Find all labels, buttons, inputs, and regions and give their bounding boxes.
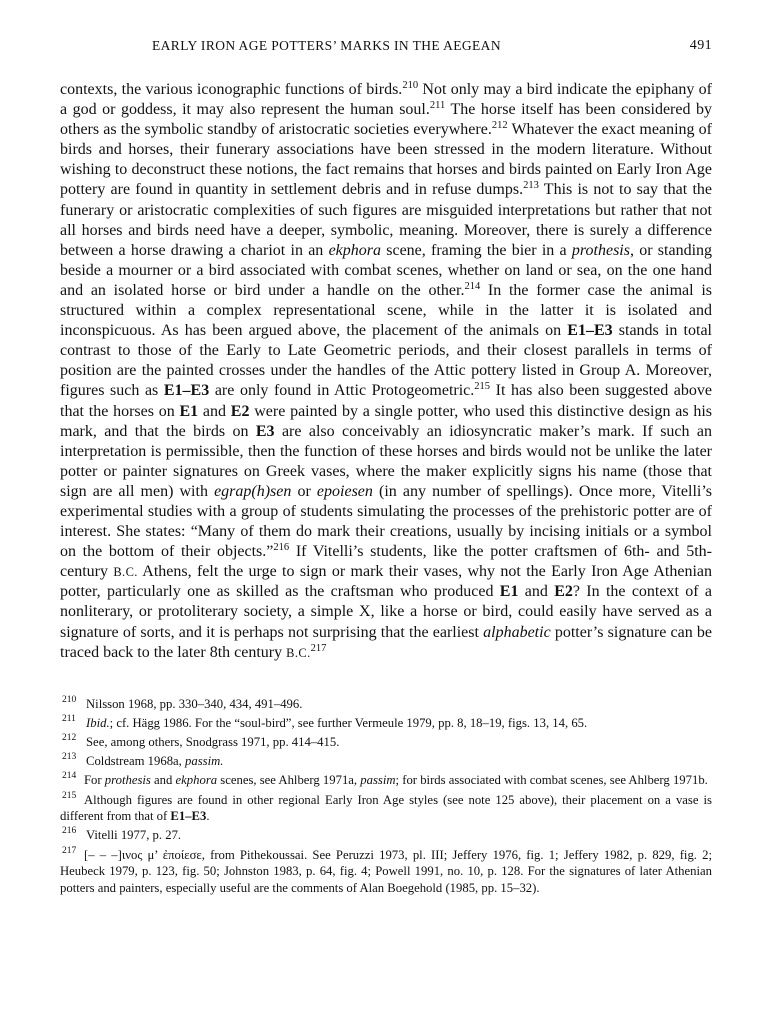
footnote-211 [60, 715, 712, 732]
footnote-text-run: scenes, see Ahlberg 1971a, [217, 773, 361, 788]
footnote-text [86, 734, 712, 751]
body-text-run: ? In the context of a nonliterary, or protoliterary society, a simple X, like a horse or bird, could easily have served as a signature of sorts, and it is perhaps not surprising that the earliest [60, 583, 712, 641]
footnote-text-run: For [84, 773, 105, 788]
body-text-run: The horse itself has been considered by others as the symbolic standby of aristocratic societies everywhere. [60, 101, 713, 139]
body-text-run: stands in total contrast to those of the Early to Late Geometric periods, and their closest parallels in terms of position are the painted crosses under the handles of the Attic pottery listed in Group A. Moreover, figures such as [60, 322, 712, 400]
footnote-text-run: ; for birds associated with combat scenes, see Ahlberg 1971b. [395, 773, 708, 788]
small-caps-era: B.C. [113, 565, 138, 580]
body-paragraph [60, 80, 712, 663]
footnote-text-run: [– – –]ινος μ’ ἐποίεσε, from Pithekoussai. See Peruzzi 1973, pl. III; Jeffery 1976, fig. 1; Jeffery 1982, p. 829, fig. 2; Heubeck 1979, p. 123, fig. 50; Johnston 1983, p. 64, fig. 4; Powell 1991, no. 10, p. 128. For the signatures of later Athenian potters and painters, especially useful are the comments of Alan Boegehold (1985, pp. 15–32). [60, 847, 712, 895]
running-title: EARLY IRON AGE POTTERS’ MARKS IN THE AEGEAN [152, 38, 501, 53]
footnote-210 [60, 696, 712, 713]
footnote-217 [60, 847, 712, 897]
body-text-run: potter’s signature can be traced back to the later 8th century [60, 623, 712, 661]
body-text-run: are also conceivably an idiosyncratic maker’s mark. If such an interpretation is permissible, then the function of these horses and birds would not be unlike the later potter or painter signatures on Greek vases, where the maker explicitly signs his name (those that sign are all men) with [60, 422, 713, 500]
italic-term: Ibid. [86, 715, 110, 730]
body-text-run: Not only may a bird indicate the epiphany of a god or goddess, it may also represent the human soul. [60, 81, 713, 119]
vessel-ref: E1 [179, 402, 199, 420]
vessel-ref: E3 [255, 422, 275, 440]
footnote-ref-214[interactable]: 214 [464, 280, 481, 292]
italic-term: alphabetic [483, 623, 551, 641]
body-text-run: It has also been suggested above that the horses on [60, 382, 712, 420]
footnote-ref-216[interactable]: 216 [273, 542, 290, 554]
body-text-run: In the former case the animal is structured within a complex representational scene, while in the latter it is isolated and inconspicuous. As has been argued above, the placement of the animals on [60, 281, 712, 340]
body-text-run: or [291, 482, 317, 500]
footnote-ref-211[interactable]: 211 [429, 100, 446, 112]
footnote-number: 210 [62, 694, 77, 705]
body-text-run: are only found in Attic Protogeometric. [209, 382, 475, 400]
vessel-ref: E2 [554, 583, 573, 601]
footnote-text-run: See, among others, Snodgrass 1971, pp. 414–415. [86, 735, 340, 750]
footnote-213 [60, 753, 712, 770]
body-text-run: This is not to say that the funerary or aristocratic complexities of such figures are misguided interpretations but rather that not all horses and birds need have a deeper, symbolic, meaning. Moreover, there is surely a difference between a horse drawing a chariot in an [60, 181, 712, 259]
footnote-ref-215[interactable]: 215 [474, 381, 491, 393]
footnote-ref-212[interactable]: 212 [491, 120, 508, 132]
footnote-number: 213 [62, 752, 77, 763]
body-text-run: , or standing beside a mourner or a bird associated with combat scenes, whether on land or sea, on the one hand and an isolated horse or bird under a handle on the other. [60, 241, 713, 299]
vessel-ref: E1 [499, 583, 519, 601]
italic-term: ekphora [328, 241, 381, 259]
vessel-ref: E1–E3 [170, 809, 207, 824]
italic-term: passim [360, 773, 396, 788]
small-caps-era: B.C. [286, 645, 311, 660]
page-number: 491 [689, 38, 712, 53]
page [60, 38, 712, 899]
footnote-number: 211 [62, 713, 76, 724]
footnote-number: 217 [62, 845, 77, 856]
footnote-212 [60, 734, 712, 751]
vessel-ref: E1–E3 [163, 382, 210, 400]
footnote-215 [60, 792, 712, 825]
italic-term: prothesis [571, 241, 630, 259]
italic-term: prothesis [104, 773, 151, 788]
footnote-number: 214 [62, 771, 77, 782]
running-head [60, 38, 712, 60]
footnote-214 [60, 772, 712, 789]
body-text-run: contexts, the various iconographic functions of birds. [60, 81, 403, 98]
body-text-run: and [518, 583, 555, 601]
italic-term: epoiesen [316, 482, 373, 500]
footnote-text [86, 696, 712, 713]
footnote-text [86, 827, 712, 844]
body-text-run: were painted by a single potter, who used this distinctive design as his mark, and that the birds on [60, 402, 713, 440]
vessel-ref: E1–E3 [567, 322, 613, 340]
footnote-number: 215 [62, 790, 77, 801]
body-text-run: Athens, felt the urge to sign or mark their vases, why not the Early Iron Age Athenian potter, particularly one as skilled as the craftsman who produced [60, 563, 713, 601]
body-text-run: (in any number of spellings). Once more, Vitelli’s experimental studies with a group of students simulating the processes of the prehistoric potter are of interest. She states: “Many of them do mark their creations, usually by incising initials or a symbol on the bottom of their objects.” [60, 482, 713, 561]
italic-term: ekphora [175, 773, 218, 788]
footnote-text-run: Nilsson 1968, pp. 330–340, 434, 491–496. [86, 696, 303, 711]
footnote-text-run: and [150, 773, 176, 788]
footnotes [60, 696, 712, 897]
footnote-number: 216 [62, 826, 77, 837]
body-text-run: Whatever the exact meaning of birds and horses, their funerary associations have been stressed in the modern literature. Without wishing to deconstruct these notions, the fact remains that horses and birds painted on Early Iron Age pottery are found in quantity in settlement debris and in refuse dumps. [60, 121, 712, 199]
footnote-text-run: Although figures are found in other regional Early Iron Age styles (see note 125 above), their placement on a vase is different from that of [60, 792, 712, 824]
footnote-text [86, 753, 712, 770]
italic-term: egrap(h)sen [214, 482, 292, 500]
footnote-text-run: Vitelli 1977, p. 27. [86, 828, 182, 843]
footnote-text [86, 715, 712, 732]
footnote-number: 212 [62, 733, 77, 744]
italic-term: passim. [185, 754, 224, 769]
footnote-text-run: . [206, 809, 210, 824]
footnote-ref-217[interactable]: 217 [310, 642, 327, 654]
vessel-ref: E2 [230, 402, 250, 420]
footnote-216 [60, 827, 712, 844]
footnote-text-run: Coldstream 1968a, [86, 754, 186, 769]
body-text-run: If Vitelli’s students, like the potter craftsmen of 6th- and 5th-century [60, 543, 713, 581]
footnote-ref-213[interactable]: 213 [523, 180, 539, 192]
body-text-run: and [198, 402, 231, 420]
footnote-ref-210[interactable]: 210 [402, 80, 419, 91]
body-text-run: scene, framing the bier in a [381, 241, 572, 259]
footnote-text-run: ; cf. Hägg 1986. For the “soul-bird”, see further Vermeule 1979, pp. 8, 18–19, figs. 13, 14, 65. [109, 715, 588, 730]
